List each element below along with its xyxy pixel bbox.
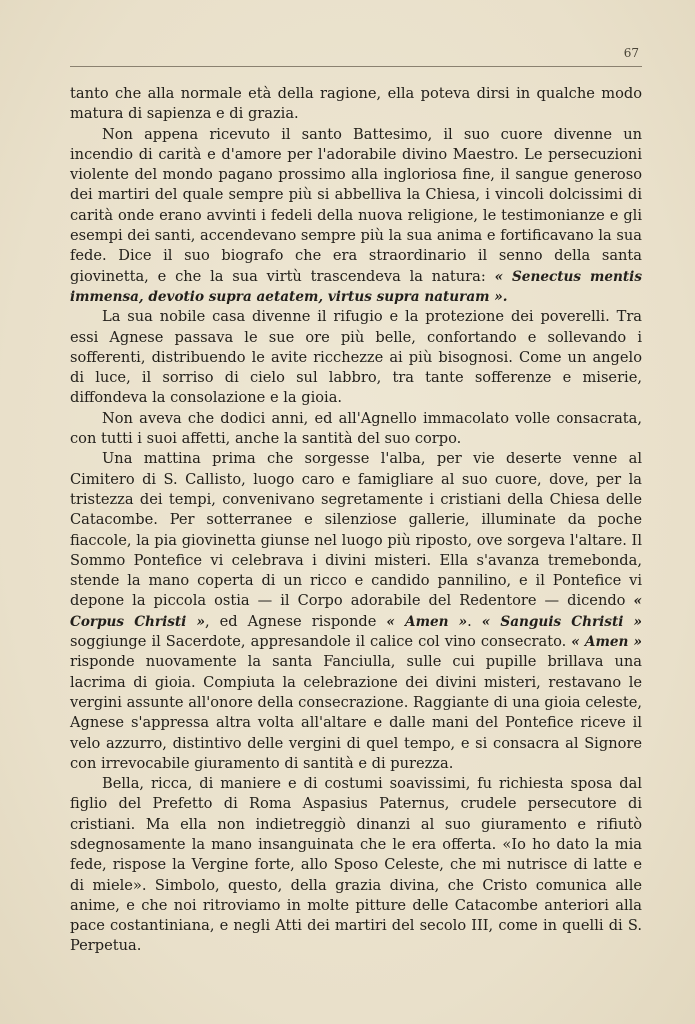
latin-quote: « Amen » — [386, 613, 468, 630]
text-run: soggiunge il Sacerdote, appresandole il calice col vino consecrato. — [70, 633, 572, 651]
header-rule — [70, 66, 642, 67]
latin-quote: « Corpus Christi » — [70, 593, 642, 630]
body-text — [70, 84, 642, 957]
latin-quote: « Amen » — [571, 634, 642, 651]
text-run: tanto che alla normale età della ragione, ella poteva dirsi in qualche modo matura di sapienza e di grazia. — [70, 85, 642, 123]
paragraph — [70, 774, 642, 957]
paragraph — [70, 307, 642, 408]
paragraph — [70, 84, 642, 125]
paragraph — [70, 409, 642, 450]
text-run: , ed Agnese risponde — [204, 612, 387, 630]
latin-quote: « Sanguis Christi » — [481, 613, 643, 630]
page-number: 67 — [623, 46, 639, 60]
latin-quote: « Senectus mentis immensa, devotio supra aetatem, virtus supra naturam ». — [70, 268, 642, 305]
text-run: . — [467, 612, 482, 630]
text-run: Una mattina prima che sorgesse l'alba, per vie deserte venne al Cimitero di S. Callisto, luogo caro e famigliare al suo cuore, dove, per la tristezza dei tempi, convenivano segretamente i cristiani della Chiesa delle Catacombe. Per sotterranee e silenziose gallerie, illuminate da poche fiaccole, la pia giovinetta giunse nel luogo più riposto, ove sorgeva l'altare. Il Sommo Pontefice vi celebrava i divini misteri. Ella s'avanza tremebonda, stende la mano coperta di un ricco e candido pannilino, e il Pontefice vi depone la piccola ostia — il Corpo adorabile del Redentore — dicendo — [70, 450, 642, 610]
text-run: Non aveva che dodici anni, ed all'Agnello immacolato volle consacrata, con tutti i suoi affetti, anche la santità del suo corpo. — [70, 409, 642, 448]
paragraph — [70, 125, 642, 308]
text-run: La sua nobile casa divenne il rifugio e la protezione dei poverelli. Tra essi Agnese passava le sue ore più belle, confortando e sollevando i sofferenti, distribuendo le avite ricchezze ai più bisognosi. Come un angelo di luce, il sorriso di cielo sul labbro, tra tante sofferenze e miserie, diffondeva la consolazione e la gioia. — [70, 308, 642, 407]
paragraph — [70, 449, 642, 774]
text-run: Non appena ricevuto il santo Battesimo, il suo cuore divenne un incendio di carità e d'amore per l'adorabile divino Maestro. Le persecuzioni violente del mondo pagano prossimo alla ingloriosa fine, il sangue generoso dei martiri del quale sempre più si abbelliva la Chiesa, i vincoli dolcissimi di carità onde erano avvinti i fedeli della nuova religione, le testimonianze e gli esempi dei santi, accendevano sempre più la sua anima e fortificavano la sua fede. Dice il suo biografo che era straordinario il senno della santa giovinetta, e che la sua virtù trascendeva la natura: — [70, 125, 642, 285]
text-run: risponde nuovamente la santa Fanciulla, sulle cui pupille brillava una lacrima di gioia. Compiuta la celebrazione dei divini misteri, restavano le vergini assunte all'onore della consecrazione. Raggiante di una gioia celeste, Agnese s'appressa altra volta all'altare e dalle mani del Pontefice riceve il velo azzurro, distintivo delle vergini di quel tempo, e si consacra al Signore con irrevocabile giuramento di santità e di purezza. — [70, 653, 642, 772]
text-run: Bella, ricca, di maniere e di costumi soavissimi, fu richiesta sposa dal figlio del Prefetto di Roma Aspasius Paternus, crudele persecutore di cristiani. Ma ella non indietreggiò dinanzi al suo giuramento e rifiutò sdegnosamente la mano insanguinata che le era offerta. «Io ho dato la mia fede, rispose la Vergine forte, allo Sposo Celeste, che mi nutrisce di latte e di miele». Simbolo, questo, della grazia divina, che Cristo comunica alle anime, e che noi ritroviamo in molte pitture delle Catacombe anteriori alla pace costantiniana, e negli Atti dei martiri del secolo III, come in quelli di S. Perpetua. — [70, 775, 642, 955]
